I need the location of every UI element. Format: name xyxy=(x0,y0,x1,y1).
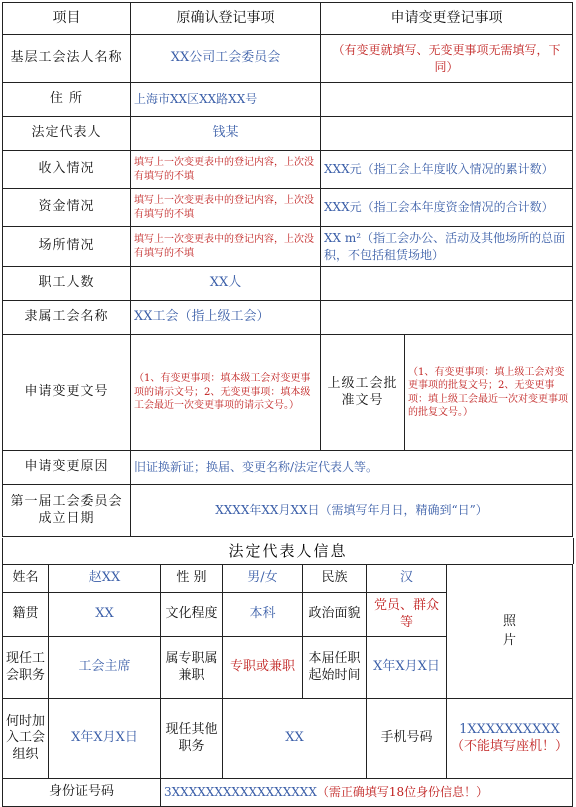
base-union-value: XX公司工会委员会 xyxy=(131,35,321,83)
fulltime-value: 专职或兼职 xyxy=(223,637,303,699)
ethnic-label: 民族 xyxy=(303,565,367,593)
fulltime-label: 属专职属兼职 xyxy=(161,637,223,699)
income-apply: XXX元（指工会上年度收入情况的累计数） xyxy=(321,151,573,189)
id-cell xyxy=(161,779,573,807)
other-value: XX xyxy=(223,699,367,779)
staff-label: 职工人数 xyxy=(3,267,131,301)
venue-label: 场所情况 xyxy=(3,227,131,267)
apply-doc-label: 申请变更文号 xyxy=(3,335,131,451)
politics-label: 政治面貌 xyxy=(303,593,367,637)
join-label: 何时加入工会组织 xyxy=(3,699,49,779)
id-label: 身份证号码 xyxy=(3,779,161,807)
phone-label: 手机号码 xyxy=(367,699,447,779)
id-note: （需正确填写18位身份信息！） xyxy=(316,785,489,800)
funds-label: 资金情况 xyxy=(3,189,131,227)
origin-label: 籍贯 xyxy=(3,593,49,637)
parent-value: XX工会（指上级工会） xyxy=(131,301,321,335)
base-union-note: （有变更就填写、无变更事项无需填写，下同） xyxy=(321,35,573,83)
address-value: 上海市XX区XX路XX号 xyxy=(131,83,321,117)
phone-note: （不能填写座机！） xyxy=(450,738,568,754)
apply-doc-text: （1、有变更事项：填本级工会对变更事项的请示文号；2、无变更事项：填本级工会最近一次变更事项的请示文号。） xyxy=(131,335,321,451)
legal-rep-apply-empty xyxy=(321,117,573,151)
edu-label: 文化程度 xyxy=(161,593,223,637)
join-value: X年X月X日 xyxy=(49,699,161,779)
other-label: 现任其他职务 xyxy=(161,699,223,779)
header-original: 原确认登记事项 xyxy=(131,3,321,35)
funds-apply: XXX元（指工会本年度资金情况的合计数） xyxy=(321,189,573,227)
id-value: 3XXXXXXXXXXXXXXXXX xyxy=(164,785,317,800)
first-term-label: 第一届工会委员会成立日期 xyxy=(3,485,131,537)
income-label: 收入情况 xyxy=(3,151,131,189)
base-union-label: 基层工会法人名称 xyxy=(3,35,131,83)
edu-value: 本科 xyxy=(223,593,303,637)
legal-rep-table xyxy=(2,564,573,807)
position-label: 现任工会职务 xyxy=(3,637,49,699)
funds-orig: 填写上一次变更表中的登记内容，上次没有填写的不填 xyxy=(131,189,321,227)
gender-label: 性 别 xyxy=(161,565,223,593)
parent-apply-empty xyxy=(321,301,573,335)
term-label: 本届任职起始时间 xyxy=(303,637,367,699)
legal-rep-value: 钱某 xyxy=(131,117,321,151)
address-label: 住 所 xyxy=(3,83,131,117)
approve-doc-text: （1、有变更事项：填上级工会对变更事项的批复文号；2、无变更事项：填上级工会最近一次对变更事项的批复文号。） xyxy=(405,335,573,451)
address-apply-empty xyxy=(321,83,573,117)
venue-apply: XX m²（指工会办公、活动及其他场所的总面积，不包括租赁场地） xyxy=(321,227,573,267)
phone-cell xyxy=(447,699,573,779)
reason-value: 旧证换新证；换届、变更名称/法定代表人等。 xyxy=(131,451,573,485)
staff-apply-empty xyxy=(321,267,573,301)
origin-value: XX xyxy=(49,593,161,637)
rep-section-title: 法定代表人信息 xyxy=(2,538,574,564)
term-value: X年X月X日 xyxy=(367,637,447,699)
staff-value: XX人 xyxy=(131,267,321,301)
phone-value: 1XXXXXXXXXX xyxy=(459,722,560,738)
header-apply: 申请变更登记事项 xyxy=(321,3,573,35)
name-value: 赵XX xyxy=(49,565,161,593)
politics-value: 党员、群众等 xyxy=(367,593,447,637)
first-term-date: XXXX年XX月XX日（需填写年月日，精确到“日”） xyxy=(215,503,488,518)
parent-label: 隶属工会名称 xyxy=(3,301,131,335)
photo-label: 照片 xyxy=(502,614,516,648)
income-orig: 填写上一次变更表中的登记内容，上次没有填写的不填 xyxy=(131,151,321,189)
header-item: 项目 xyxy=(3,3,131,35)
position-value: 工会主席 xyxy=(49,637,161,699)
photo-box xyxy=(447,565,573,699)
reason-label: 申请变更原因 xyxy=(3,451,131,485)
approve-doc-label: 上级工会批准文号 xyxy=(321,335,405,451)
name-label: 姓名 xyxy=(3,565,49,593)
first-term-value xyxy=(131,485,573,537)
ethnic-value: 汉 xyxy=(367,565,447,593)
venue-orig: 填写上一次变更表中的登记内容，上次没有填写的不填 xyxy=(131,227,321,267)
registration-table xyxy=(2,2,573,537)
gender-value: 男/女 xyxy=(223,565,303,593)
legal-rep-label: 法定代表人 xyxy=(3,117,131,151)
